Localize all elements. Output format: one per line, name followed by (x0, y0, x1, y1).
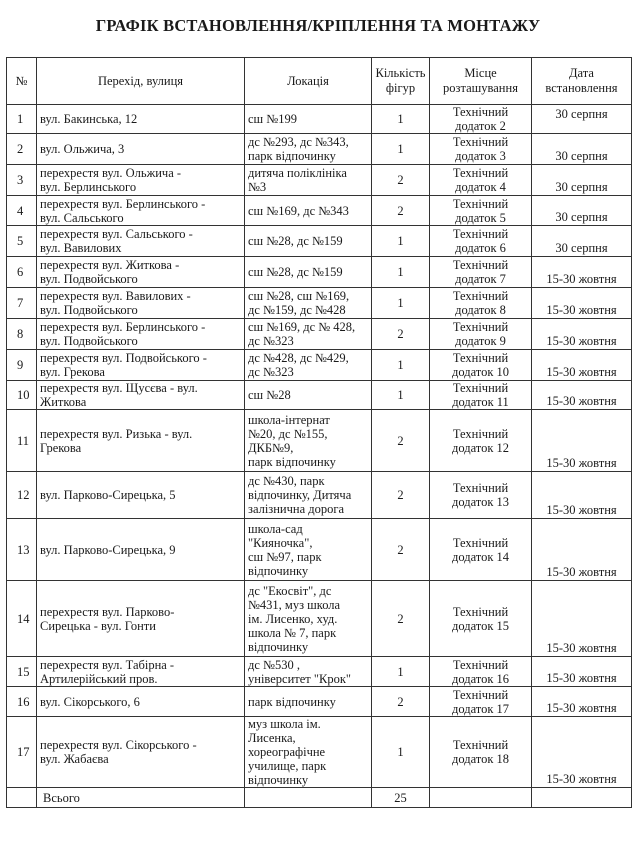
row-placement: Технічний додаток 16 (430, 657, 532, 687)
row-location: дс №530 , університет "Крок" (245, 657, 372, 687)
row-count: 1 (372, 105, 430, 134)
row-date: 15-30 жовтня (532, 657, 632, 687)
row-street: перехрестя вул. Берлинського - вул. Сальського (37, 196, 245, 226)
row-date: 15-30 жовтня (532, 581, 632, 657)
row-count: 2 (372, 410, 430, 472)
table-row (7, 717, 632, 788)
row-location: дс "Екосвіт", дс №431, муз школа ім. Лисенко, худ. школа № 7, парк відпочинку (245, 581, 372, 657)
row-date: 15-30 жовтня (532, 350, 632, 381)
table-row (7, 319, 632, 350)
row-placement: Технічний додаток 5 (430, 196, 532, 226)
row-num: 8 (7, 319, 37, 350)
row-street: перехрестя вул. Табірна - Артилерійський пров. (37, 657, 245, 687)
row-street: вул. Сікорського, 6 (37, 687, 245, 717)
table-row (7, 226, 632, 257)
row-count: 1 (372, 350, 430, 381)
row-location: сш №28 (245, 381, 372, 410)
table-row (7, 105, 632, 134)
row-location: школа-сад "Кияночка", сш №97, парк відпочинку (245, 519, 372, 581)
row-location: парк відпочинку (245, 687, 372, 717)
row-count: 2 (372, 165, 430, 196)
header-location: Локація (245, 58, 372, 105)
row-date: 15-30 жовтня (532, 381, 632, 410)
row-placement: Технічний додаток 11 (430, 381, 532, 410)
total-count: 25 (372, 788, 430, 808)
table-row (7, 134, 632, 165)
row-street: перехрестя вул. Парково- Сирецька - вул. Гонти (37, 581, 245, 657)
row-placement: Технічний додаток 10 (430, 350, 532, 381)
header-num: № (7, 58, 37, 105)
row-placement: Технічний додаток 17 (430, 687, 532, 717)
header-street: Перехід, вулиця (37, 58, 245, 105)
row-street: вул. Парково-Сирецька, 5 (37, 472, 245, 519)
row-num: 15 (7, 657, 37, 687)
row-placement: Технічний додаток 13 (430, 472, 532, 519)
row-num: 9 (7, 350, 37, 381)
row-street: перехрестя вул. Вавилових - вул. Подвойського (37, 288, 245, 319)
table-row (7, 350, 632, 381)
schedule-table (6, 57, 632, 808)
row-count: 1 (372, 257, 430, 288)
row-date: 15-30 жовтня (532, 410, 632, 472)
row-num: 1 (7, 105, 37, 134)
row-date: 15-30 жовтня (532, 717, 632, 788)
row-placement: Технічний додаток 8 (430, 288, 532, 319)
header-count: Кількість фігур (372, 58, 430, 105)
row-num: 6 (7, 257, 37, 288)
row-date: 30 серпня (532, 196, 632, 226)
row-date: 30 серпня (532, 134, 632, 165)
table-row (7, 257, 632, 288)
document-title: ГРАФІК ВСТАНОВЛЕННЯ/КРІПЛЕННЯ ТА МОНТАЖУ (95, 16, 541, 35)
row-count: 2 (372, 687, 430, 717)
row-date: 15-30 жовтня (532, 257, 632, 288)
row-num: 4 (7, 196, 37, 226)
table-row (7, 657, 632, 687)
row-num: 16 (7, 687, 37, 717)
row-placement: Технічний додаток 2 (430, 105, 532, 134)
row-location: дс №428, дс №429, дс №323 (245, 350, 372, 381)
table-row (7, 165, 632, 196)
row-location: дитяча поліклініка №3 (245, 165, 372, 196)
table-row (7, 288, 632, 319)
row-num: 2 (7, 134, 37, 165)
row-location: сш №199 (245, 105, 372, 134)
row-placement: Технічний додаток 7 (430, 257, 532, 288)
row-street: вул. Парково-Сирецька, 9 (37, 519, 245, 581)
row-num: 11 (7, 410, 37, 472)
header-date: Дата встановлення (532, 58, 632, 105)
row-placement: Технічний додаток 15 (430, 581, 532, 657)
row-location: сш №169, дс №343 (245, 196, 372, 226)
row-location: школа-інтернат №20, дс №155, ДКБ№9, парк відпочинку (245, 410, 372, 472)
row-num: 3 (7, 165, 37, 196)
row-placement: Технічний додаток 18 (430, 717, 532, 788)
row-num: 17 (7, 717, 37, 788)
row-placement: Технічний додаток 12 (430, 410, 532, 472)
row-placement: Технічний додаток 3 (430, 134, 532, 165)
row-street: перехрестя вул. Сальського - вул. Вавилових (37, 226, 245, 257)
row-count: 1 (372, 226, 430, 257)
row-placement: Технічний додаток 4 (430, 165, 532, 196)
row-date: 15-30 жовтня (532, 687, 632, 717)
table-row (7, 381, 632, 410)
row-location: сш №169, дс № 428, дс №323 (245, 319, 372, 350)
row-street: вул. Ольжича, 3 (37, 134, 245, 165)
row-date: 15-30 жовтня (532, 288, 632, 319)
row-location: сш №28, дс №159 (245, 226, 372, 257)
table-header-row (7, 58, 632, 105)
row-street: перехрестя вул. Берлинського - вул. Подвойського (37, 319, 245, 350)
row-count: 2 (372, 472, 430, 519)
table-row (7, 519, 632, 581)
row-street: вул. Бакинська, 12 (37, 105, 245, 134)
row-num: 7 (7, 288, 37, 319)
row-count: 1 (372, 288, 430, 319)
row-date: 15-30 жовтня (532, 472, 632, 519)
row-placement: Технічний додаток 14 (430, 519, 532, 581)
row-date: 30 серпня (532, 165, 632, 196)
row-location: муз школа ім. Лисенка, хореографічне училище, парк відпочинку (245, 717, 372, 788)
row-count: 1 (372, 657, 430, 687)
table-row (7, 472, 632, 519)
row-count: 2 (372, 196, 430, 226)
row-location: дс №430, парк відпочинку, Дитяча залізнична дорога (245, 472, 372, 519)
row-date: 15-30 жовтня (532, 319, 632, 350)
row-location: дс №293, дс №343, парк відпочинку (245, 134, 372, 165)
row-num: 13 (7, 519, 37, 581)
row-num: 12 (7, 472, 37, 519)
row-placement: Технічний додаток 9 (430, 319, 532, 350)
row-street: перехрестя вул. Житкова - вул. Подвойського (37, 257, 245, 288)
row-location: сш №28, сш №169, дс №159, дс №428 (245, 288, 372, 319)
row-count: 1 (372, 717, 430, 788)
row-street: перехрестя вул. Ризька - вул. Грекова (37, 410, 245, 472)
table-row (7, 196, 632, 226)
row-num: 5 (7, 226, 37, 257)
row-location: сш №28, дс №159 (245, 257, 372, 288)
row-count: 1 (372, 134, 430, 165)
row-num: 10 (7, 381, 37, 410)
row-street: перехрестя вул. Ольжича - вул. Берлинського (37, 165, 245, 196)
table-row (7, 687, 632, 717)
table-row (7, 410, 632, 472)
total-row (7, 788, 632, 808)
row-num: 14 (7, 581, 37, 657)
row-date: 30 серпня (532, 105, 632, 134)
total-label: Всього (37, 788, 245, 808)
row-date: 30 серпня (532, 226, 632, 257)
header-placement: Місце розташування (430, 58, 532, 105)
table-row (7, 581, 632, 657)
row-count: 2 (372, 581, 430, 657)
row-date: 15-30 жовтня (532, 519, 632, 581)
row-placement: Технічний додаток 6 (430, 226, 532, 257)
row-count: 2 (372, 519, 430, 581)
row-count: 2 (372, 319, 430, 350)
row-street: перехрестя вул. Подвойського - вул. Грекова (37, 350, 245, 381)
row-street: перехрестя вул. Щусєва - вул. Житкова (37, 381, 245, 410)
row-street: перехрестя вул. Сікорського - вул. Жабаєва (37, 717, 245, 788)
row-count: 1 (372, 381, 430, 410)
